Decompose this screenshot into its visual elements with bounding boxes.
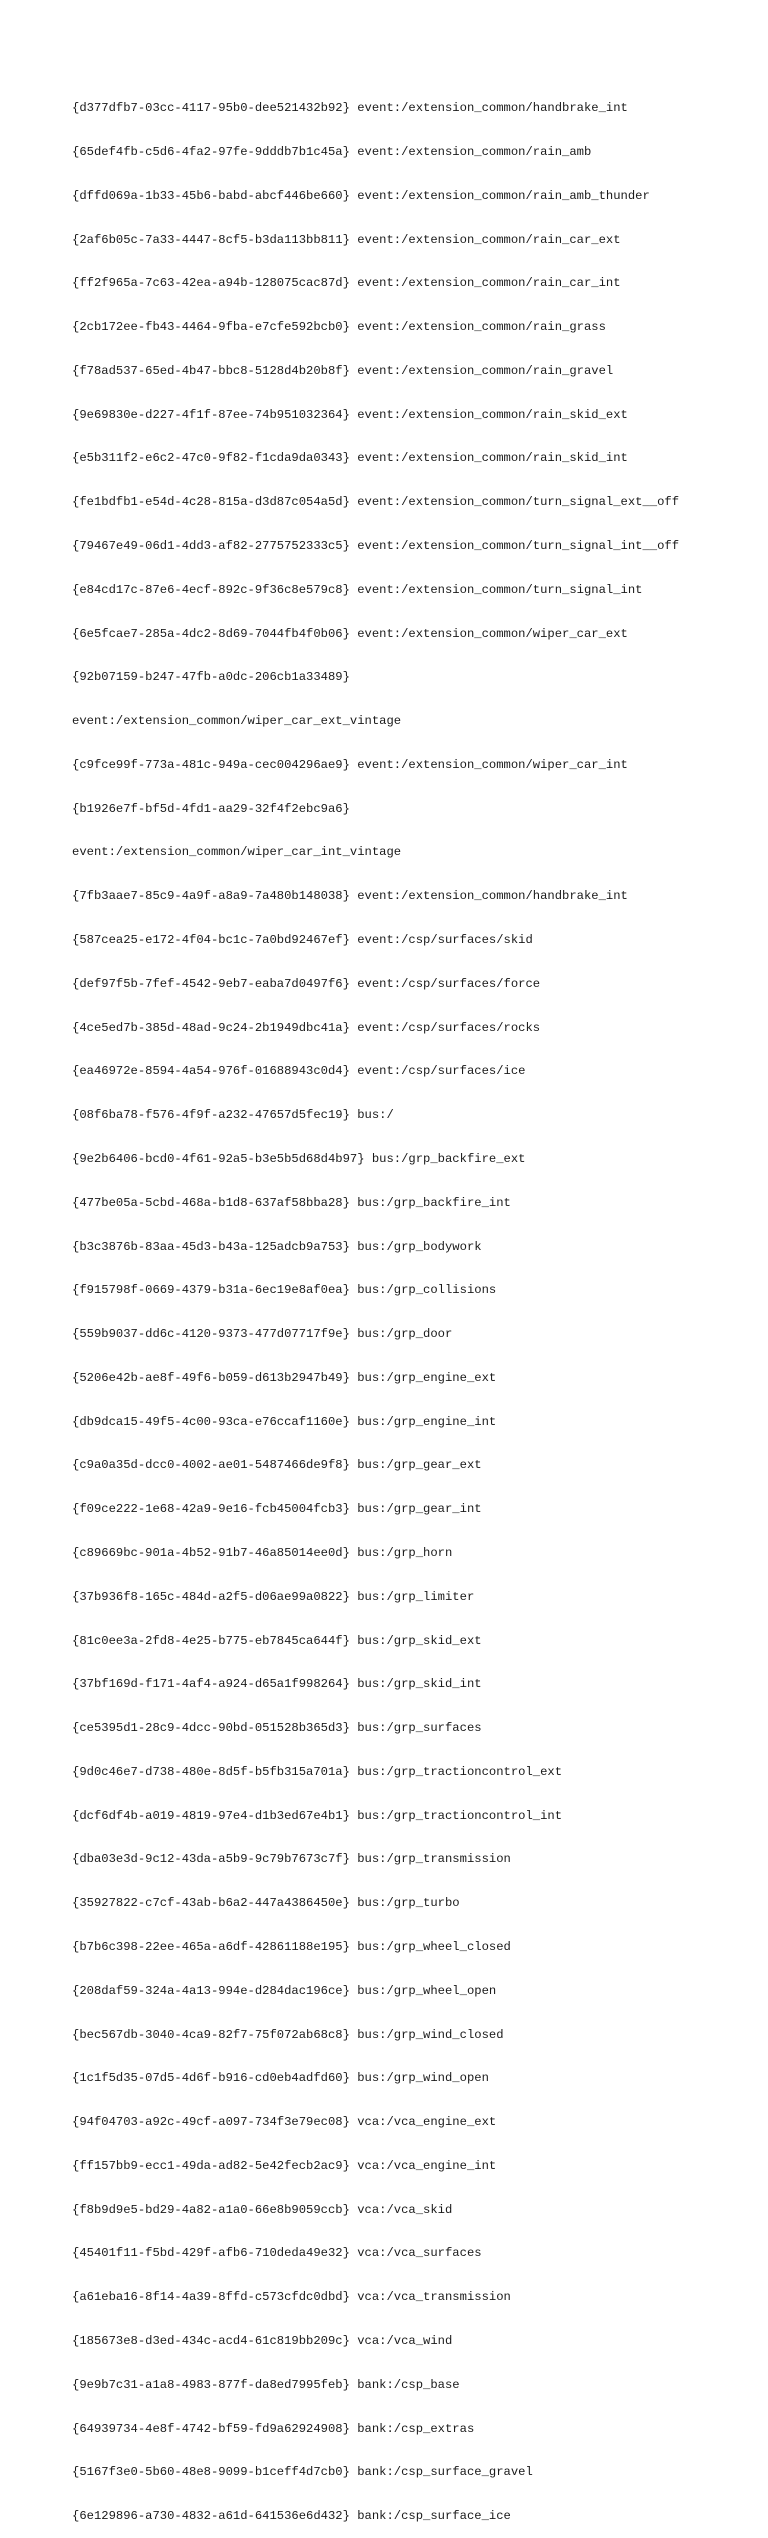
text-line: {79467e49-06d1-4dd3-af82-2775752333c5} event:/extension_common/turn_signal_int__off — [72, 539, 680, 553]
text-line: {65def4fb-c5d6-4fa2-97fe-9dddb7b1c45a} event:/extension_common/rain_amb — [72, 144, 592, 159]
text-line: {185673e8-d3ed-434c-acd4-61c819bb209c} vca:/vca_wind — [72, 2334, 453, 2349]
text-line: {c89669bc-901a-4b52-91b7-46a85014ee0d} bus:/grp_horn — [72, 1545, 453, 1560]
text-line: {f915798f-0669-4379-b31a-6ec19e8af0ea} bus:/grp_collisions — [72, 1283, 497, 1298]
text-line: {1c1f5d35-07d5-4d6f-b916-cd0eb4adfd60} bus:/grp_wind_open — [72, 2071, 489, 2086]
text-line: {f09ce222-1e68-42a9-9e16-fcb45004fcb3} bus:/grp_gear_int — [72, 1502, 482, 1517]
text-line: {9d0c46e7-d738-480e-8d5f-b5fb315a701a} bus:/grp_tractioncontrol_ext — [72, 1764, 563, 1779]
text-line: {ce5395d1-28c9-4dcc-90bd-051528b365d3} bus:/grp_surfaces — [72, 1721, 482, 1736]
text-line: {f78ad537-65ed-4b47-bbc8-5128d4b20b8f} event:/extension_common/rain_gravel — [72, 363, 614, 378]
text-line: {ea46972e-8594-4a54-976f-01688943c0d4} event:/csp/surfaces/ice — [72, 1064, 526, 1079]
document-body — [72, 72, 712, 2538]
text-line: {477be05a-5cbd-468a-b1d8-637af58bba28} bus:/grp_backfire_int — [72, 1195, 511, 1210]
text-line: {dffd069a-1b33-45b6-babd-abcf446be660} event:/extension_common/rain_amb_thunder — [72, 188, 650, 203]
text-line: {9e9b7c31-a1a8-4983-877f-da8ed7995feb} bank:/csp_base — [72, 2377, 460, 2392]
text-line: {92b07159-b247-47fb-a0dc-206cb1a33489} — [72, 670, 350, 685]
text-line: {37bf169d-f171-4af4-a924-d65a1f998264} bus:/grp_skid_int — [72, 1677, 482, 1692]
text-line: {ff157bb9-ecc1-49da-ad82-5e42fecb2ac9} vca:/vca_engine_int — [72, 2158, 497, 2173]
text-line: {ff2f965a-7c63-42ea-a94b-128075cac87d} event:/extension_common/rain_car_int — [72, 276, 621, 291]
text-line: {fe1bdfb1-e54d-4c28-815a-d3d87c054a5d} event:/extension_common/turn_signal_ext__off — [72, 495, 680, 510]
text-line: {6e129896-a730-4832-a61d-641536e6d432} bank:/csp_surface_ice — [72, 2509, 511, 2524]
text-line: {d377dfb7-03cc-4117-95b0-dee521432b92} event:/extension_common/handbrake_int — [72, 101, 628, 116]
text-line: {08f6ba78-f576-4f9f-a232-47657d5fec19} bus:/ — [72, 1108, 394, 1123]
text-line: {94f04703-a92c-49cf-a097-734f3e79ec08} vca:/vca_engine_ext — [72, 2115, 497, 2130]
text-line: {b7b6c398-22ee-465a-a6df-42861188e195} bus:/grp_wheel_closed — [72, 1940, 511, 1954]
text-line: {81c0ee3a-2fd8-4e25-b775-eb7845ca644f} bus:/grp_skid_ext — [72, 1633, 482, 1648]
text-line: {64939734-4e8f-4742-bf59-fd9a62924908} bank:/csp_extras — [72, 2421, 475, 2436]
text-line: {4ce5ed7b-385d-48ad-9c24-2b1949dbc41a} event:/csp/surfaces/rocks — [72, 1020, 541, 1035]
text-line: {35927822-c7cf-43ab-b6a2-447a4386450e} bus:/grp_turbo — [72, 1896, 460, 1911]
text-line: {c9a0a35d-dcc0-4002-ae01-5487466de9f8} bus:/grp_gear_ext — [72, 1458, 482, 1473]
text-line: {dba03e3d-9c12-43da-a5b9-9c79b7673c7f} bus:/grp_transmission — [72, 1852, 511, 1867]
text-line: {7fb3aae7-85c9-4a9f-a8a9-7a480b148038} event:/extension_common/handbrake_int — [72, 889, 628, 904]
text-line: {db9dca15-49f5-4c00-93ca-e76ccaf1160e} bus:/grp_engine_int — [72, 1414, 497, 1429]
text-line: event:/extension_common/wiper_car_ext_vintage — [72, 714, 402, 729]
text-line: {9e2b6406-bcd0-4f61-92a5-b3e5b5d68d4b97} bus:/grp_backfire_ext — [72, 1151, 526, 1166]
text-line: {587cea25-e172-4f04-bc1c-7a0bd92467ef} event:/csp/surfaces/skid — [72, 933, 533, 948]
text-line: {e5b311f2-e6c2-47c0-9f82-f1cda9da0343} event:/extension_common/rain_skid_int — [72, 451, 628, 466]
text-line: {2af6b05c-7a33-4447-8cf5-b3da113bb811} event:/extension_common/rain_car_ext — [72, 232, 621, 247]
text-line: {6e5fcae7-285a-4dc2-8d69-7044fb4f0b06} event:/extension_common/wiper_car_ext — [72, 626, 628, 641]
text-line: {5206e42b-ae8f-49f6-b059-d613b2947b49} bus:/grp_engine_ext — [72, 1370, 497, 1385]
text-line: {45401f11-f5bd-429f-afb6-710deda49e32} vca:/vca_surfaces — [72, 2246, 482, 2261]
text-line: {def97f5b-7fef-4542-9eb7-eaba7d0497f6} event:/csp/surfaces/force — [72, 976, 541, 991]
text-line: {a61eba16-8f14-4a39-8ffd-c573cfdc0dbd} vca:/vca_transmission — [72, 2290, 511, 2305]
text-line: {c9fce99f-773a-481c-949a-cec004296ae9} event:/extension_common/wiper_car_int — [72, 757, 628, 772]
text-line: {9e69830e-d227-4f1f-87ee-74b951032364} event:/extension_common/rain_skid_ext — [72, 407, 628, 422]
text-line: {2cb172ee-fb43-4464-9fba-e7cfe592bcb0} event:/extension_common/rain_grass — [72, 320, 606, 335]
text-line: {208daf59-324a-4a13-994e-d284dac196ce} bus:/grp_wheel_open — [72, 1983, 497, 1998]
text-line: {b3c3876b-83aa-45d3-b43a-125adcb9a753} bus:/grp_bodywork — [72, 1239, 482, 1254]
text-line: {b1926e7f-bf5d-4fd1-aa29-32f4f2ebc9a6} — [72, 801, 350, 816]
text-line: {37b936f8-165c-484d-a2f5-d06ae99a0822} bus:/grp_limiter — [72, 1589, 475, 1604]
text-line: {f8b9d9e5-bd29-4a82-a1a0-66e8b9059ccb} vca:/vca_skid — [72, 2202, 453, 2217]
text-line: {e84cd17c-87e6-4ecf-892c-9f36c8e579c8} event:/extension_common/turn_signal_int — [72, 582, 643, 597]
text-line: {dcf6df4b-a019-4819-97e4-d1b3ed67e4b1} bus:/grp_tractioncontrol_int — [72, 1808, 563, 1823]
text-line: {bec567db-3040-4ca9-82f7-75f072ab68c8} bus:/grp_wind_closed — [72, 2027, 504, 2042]
text-line: event:/extension_common/wiper_car_int_vintage — [72, 845, 402, 860]
text-line: {5167f3e0-5b60-48e8-9099-b1ceff4d7cb0} bank:/csp_surface_gravel — [72, 2465, 533, 2480]
text-line: {559b9037-dd6c-4120-9373-477d07717f9e} bus:/grp_door — [72, 1327, 453, 1342]
